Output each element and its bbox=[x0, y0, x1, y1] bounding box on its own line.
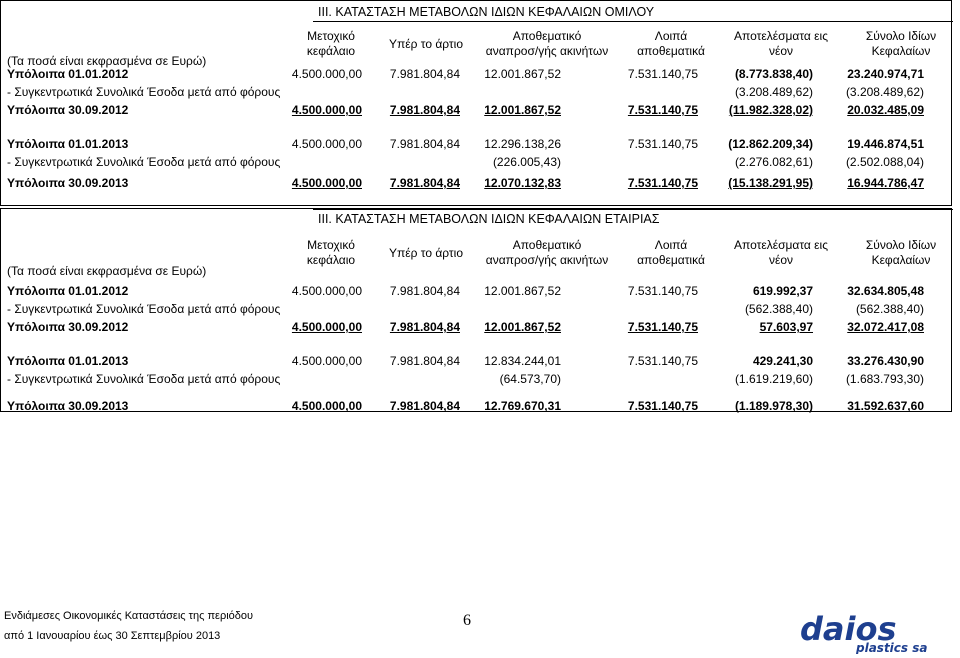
table-cell: 7.531.140,75 bbox=[627, 103, 698, 117]
table-cell: 16.944.786,47 bbox=[847, 176, 924, 190]
row-label: Υπόλοιπα 01.01.2012 bbox=[7, 284, 129, 298]
daios-plastics-logo bbox=[796, 612, 952, 654]
table-cell: (64.573,70) bbox=[499, 372, 561, 386]
footer-period-title: Ενδιάμεσες Οικονομικές Καταστάσεις της περιόδου bbox=[4, 610, 254, 622]
table-cell: (2.502.088,04) bbox=[845, 155, 924, 169]
table-cell: 7.531.140,75 bbox=[627, 354, 698, 368]
table-row bbox=[1, 399, 953, 415]
table-cell: 20.032.485,09 bbox=[847, 103, 924, 117]
table-row bbox=[1, 103, 953, 119]
table-cell: 4.500.000,00 bbox=[291, 399, 362, 413]
table-cell: 7.981.804,84 bbox=[389, 284, 460, 298]
col-header-share-premium: Υπέρ το άρτιο bbox=[388, 37, 464, 51]
table-cell: 7.981.804,84 bbox=[389, 176, 460, 190]
table-row bbox=[1, 155, 953, 171]
col-header-other-reserves: Λοιπά αποθεματικά bbox=[637, 29, 705, 58]
row-label: Υπόλοιπα 30.09.2012 bbox=[7, 103, 129, 117]
table-cell: (3.208.489,62) bbox=[845, 85, 924, 99]
table-cell: (8.773.838,40) bbox=[734, 67, 813, 81]
logo-subtext: plastics sa bbox=[856, 641, 928, 654]
table-cell: 7.981.804,84 bbox=[389, 399, 460, 413]
col-header-total-equity: Σύνολο Ιδίων Κεφαλαίων bbox=[865, 29, 937, 58]
row-label: - Συγκεντρωτικά Συνολικά Έσοδα μετά από φόρους bbox=[7, 155, 281, 169]
table-row bbox=[1, 85, 953, 101]
currency-note: (Τα ποσά είναι εκφρασμένα σε Ευρώ) bbox=[7, 264, 207, 278]
table-cell: 7.531.140,75 bbox=[627, 67, 698, 81]
group-equity-table bbox=[0, 0, 952, 206]
table-cell: 7.981.804,84 bbox=[389, 320, 460, 334]
table-cell: 7.531.140,75 bbox=[627, 137, 698, 151]
table-cell: 12.001.867,52 bbox=[484, 67, 561, 81]
col-header-other-reserves: Λοιπά αποθεματικά bbox=[637, 238, 705, 267]
row-label: - Συγκεντρωτικά Συνολικά Έσοδα μετά από φόρους bbox=[7, 85, 281, 99]
table-cell: 7.531.140,75 bbox=[627, 399, 698, 413]
row-label: - Συγκεντρωτικά Συνολικά Έσοδα μετά από φόρους bbox=[7, 372, 281, 386]
col-header-total-equity: Σύνολο Ιδίων Κεφαλαίων bbox=[865, 238, 937, 267]
table-row bbox=[1, 176, 953, 192]
table-cell: (226.005,43) bbox=[492, 155, 561, 169]
table-cell: 12.001.867,52 bbox=[484, 284, 561, 298]
table-cell: (1.189.978,30) bbox=[734, 399, 813, 413]
table-row bbox=[1, 372, 953, 388]
table-cell: 12.834.244,01 bbox=[484, 354, 561, 368]
table-cell: (1.619.219,60) bbox=[734, 372, 813, 386]
table-cell: 4.500.000,00 bbox=[291, 103, 362, 117]
table-cell: (3.208.489,62) bbox=[734, 85, 813, 99]
table-cell: 7.531.140,75 bbox=[627, 320, 698, 334]
page-number: 6 bbox=[463, 612, 471, 629]
section-title: ΙΙΙ. ΚΑΤΑΣΤΑΣΗ ΜΕΤΑΒΟΛΩΝ ΙΔΙΩΝ ΚΕΦΑΛΑΙΩΝ ΕΤΑΙΡΙΑΣ bbox=[318, 212, 660, 226]
title-underline bbox=[313, 21, 953, 22]
row-label: - Συγκεντρωτικά Συνολικά Έσοδα μετά από φόρους bbox=[7, 302, 281, 316]
title-underline bbox=[313, 209, 953, 210]
table-row bbox=[1, 67, 953, 83]
row-label: Υπόλοιπα 30.09.2012 bbox=[7, 320, 129, 334]
table-row bbox=[1, 284, 953, 300]
table-cell: 32.634.805,48 bbox=[847, 284, 924, 298]
table-cell: (562.388,40) bbox=[855, 302, 924, 316]
col-header-retained-earnings: Αποτελέσματα εις νέον bbox=[734, 29, 828, 58]
table-cell: (15.138.291,95) bbox=[728, 176, 813, 190]
table-cell: (12.862.209,34) bbox=[728, 137, 813, 151]
table-cell: 12.769.670,31 bbox=[484, 399, 561, 413]
col-header-retained-earnings: Αποτελέσματα εις νέον bbox=[734, 238, 828, 267]
table-cell: 7.531.140,75 bbox=[627, 284, 698, 298]
footer-period-dates: από 1 Ιανουαρίου έως 30 Σεπτεμβρίου 2013 bbox=[4, 630, 221, 642]
table-cell: 57.603,97 bbox=[759, 320, 813, 334]
table-cell: 12.296.138,26 bbox=[484, 137, 561, 151]
section-title: III. ΚΑΤΑΣΤΑΣΗ ΜΕΤΑΒΟΛΩΝ ΙΔΙΩΝ ΚΕΦΑΛΑΙΩΝ ΟΜΙΛΟΥ bbox=[318, 5, 655, 19]
row-label: Υπόλοιπα 01.01.2013 bbox=[7, 354, 129, 368]
col-header-revaluation-reserve: Αποθεματικό αναπροσ/γής ακινήτων bbox=[485, 29, 609, 58]
col-header-revaluation-reserve: Αποθεματικό αναπροσ/γής ακινήτων bbox=[485, 238, 609, 267]
table-row bbox=[1, 302, 953, 318]
col-header-share-capital: Μετοχικό κεφάλαιο bbox=[306, 238, 356, 267]
row-label: Υπόλοιπα 30.09.2013 bbox=[7, 176, 129, 190]
row-label: Υπόλοιπα 01.01.2013 bbox=[7, 137, 129, 151]
table-cell: 19.446.874,51 bbox=[847, 137, 924, 151]
company-equity-table bbox=[0, 208, 952, 412]
table-cell: 4.500.000,00 bbox=[291, 354, 362, 368]
table-cell: 12.070.132,83 bbox=[484, 176, 561, 190]
table-cell: 429.241,30 bbox=[752, 354, 813, 368]
table-cell: 7.981.804,84 bbox=[389, 67, 460, 81]
table-cell: 7.981.804,84 bbox=[389, 354, 460, 368]
table-cell: 4.500.000,00 bbox=[291, 67, 362, 81]
table-row bbox=[1, 137, 953, 153]
table-cell: 7.531.140,75 bbox=[627, 176, 698, 190]
table-cell: 7.981.804,84 bbox=[389, 103, 460, 117]
table-row bbox=[1, 354, 953, 370]
table-cell: (562.388,40) bbox=[744, 302, 813, 316]
table-cell: 7.981.804,84 bbox=[389, 137, 460, 151]
table-cell: 4.500.000,00 bbox=[291, 284, 362, 298]
table-cell: 31.592.637,60 bbox=[847, 399, 924, 413]
col-header-share-premium: Υπέρ το άρτιο bbox=[388, 246, 464, 260]
row-label: Υπόλοιπα 01.01.2012 bbox=[7, 67, 129, 81]
logo-wordmark: daios bbox=[800, 612, 897, 648]
table-cell: 4.500.000,00 bbox=[291, 320, 362, 334]
table-cell: 12.001.867,52 bbox=[484, 103, 561, 117]
currency-note: (Τα ποσά είναι εκφρασμένα σε Ευρώ) bbox=[7, 54, 207, 68]
table-cell: 33.276.430,90 bbox=[847, 354, 924, 368]
col-header-share-capital: Μετοχικό κεφάλαιο bbox=[306, 29, 356, 58]
table-cell: 12.001.867,52 bbox=[484, 320, 561, 334]
table-cell: 4.500.000,00 bbox=[291, 137, 362, 151]
row-label: Υπόλοιπα 30.09.2013 bbox=[7, 399, 129, 413]
table-cell: 32.072.417,08 bbox=[847, 320, 924, 334]
table-cell: 23.240.974,71 bbox=[847, 67, 924, 81]
table-cell: (2.276.082,61) bbox=[734, 155, 813, 169]
table-cell: (11.982.328,02) bbox=[728, 103, 813, 117]
table-cell: 4.500.000,00 bbox=[291, 176, 362, 190]
table-cell: (1.683.793,30) bbox=[845, 372, 924, 386]
table-cell: 619.992,37 bbox=[752, 284, 813, 298]
table-row bbox=[1, 320, 953, 336]
